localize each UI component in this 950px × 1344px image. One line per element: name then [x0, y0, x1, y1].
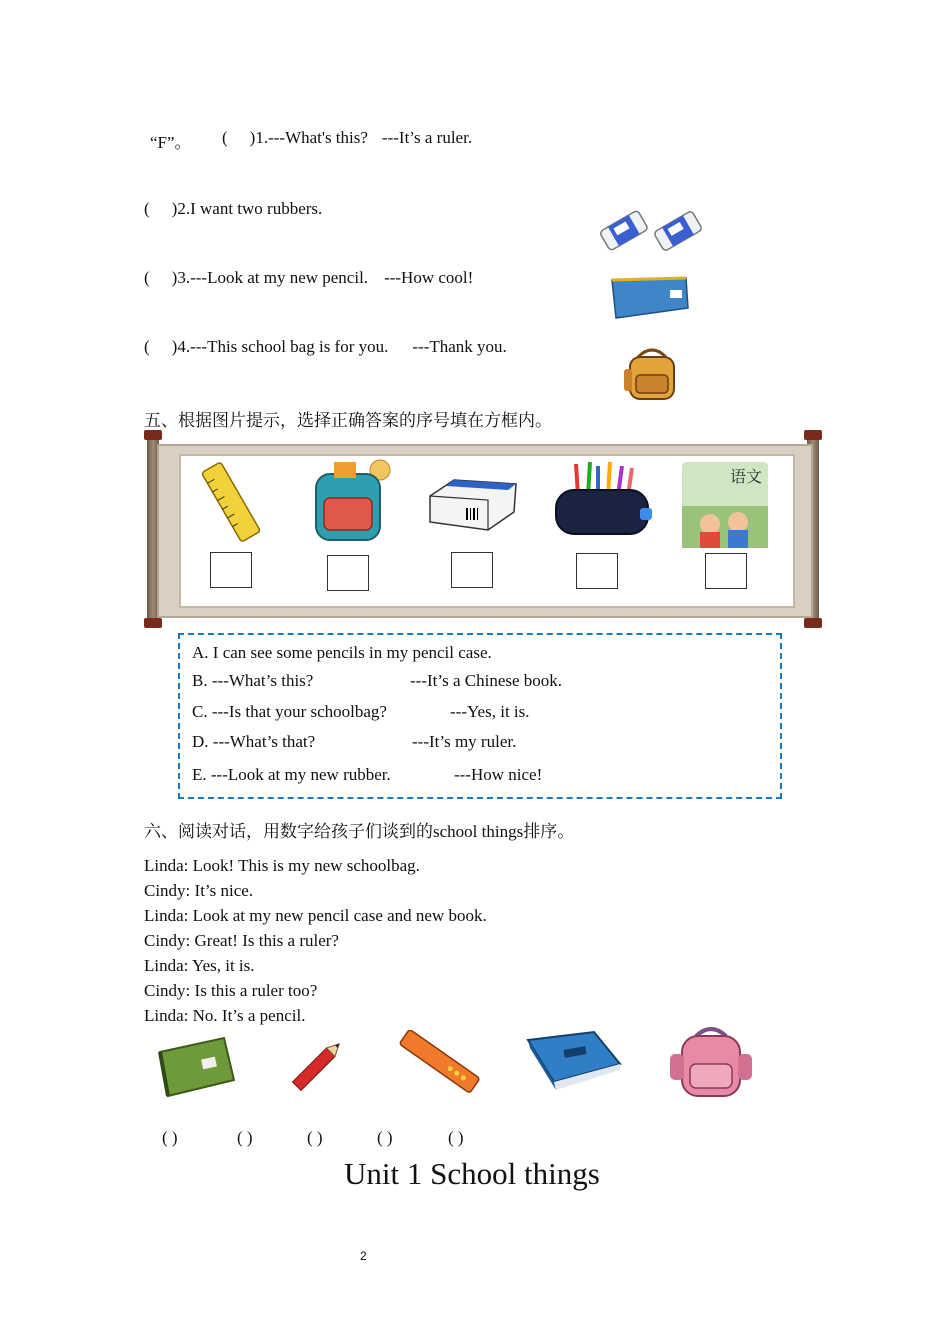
order-blank-1[interactable]: ( )	[162, 1128, 178, 1147]
dialogue-line: Linda: Yes, it is.	[144, 956, 255, 975]
answer-paren[interactable]: (	[144, 337, 150, 356]
part4-item-2	[144, 199, 322, 219]
dialogue-line: Cindy: It’s nice.	[144, 881, 254, 900]
answer-box-3[interactable]	[451, 552, 493, 588]
answer-box-2[interactable]	[327, 555, 369, 591]
book-cover-title: 语文	[729, 467, 763, 486]
answer-box-4[interactable]	[576, 553, 618, 589]
pink-backpack-image	[666, 1024, 756, 1100]
question-text: )1.---What's this?	[249, 128, 368, 147]
dialogue-line: Cindy: Great! Is this a ruler?	[144, 931, 339, 950]
ruler-image	[196, 460, 266, 544]
rubber-image	[426, 476, 520, 534]
part4-item-3	[144, 268, 473, 288]
order-blank-5[interactable]: ( )	[448, 1128, 464, 1147]
order-blank-4[interactable]: ( )	[377, 1128, 393, 1147]
option-e: E. ---Look at my new rubber. ---How nice!	[192, 765, 543, 784]
answer-paren[interactable]: (	[144, 268, 150, 287]
dialogue	[144, 853, 487, 1028]
option-d: D. ---What’s that? ---It’s my ruler.	[192, 732, 517, 751]
answer-box-5[interactable]	[705, 553, 747, 589]
part4-item-4	[144, 337, 507, 357]
option-c: C. ---Is that your schoolbag? ---Yes, it is.	[192, 702, 530, 721]
reply-text: ---How cool!	[384, 268, 474, 287]
two-rubbers-image	[598, 206, 706, 254]
answer-paren[interactable]: (	[144, 199, 150, 218]
part4-lead: “F”。	[150, 133, 192, 152]
schoolbag-image	[620, 343, 684, 403]
dialogue-line: Cindy: Is this a ruler too?	[144, 981, 318, 1000]
question-text: )2.I want two rubbers.	[171, 199, 323, 218]
blue-book-image	[524, 1030, 622, 1092]
part5-heading: 五、根据图片提示，选择正确答案的序号填在方框内。	[144, 411, 552, 430]
red-pencil-image	[286, 1034, 350, 1096]
orange-ruler-image	[394, 1030, 484, 1094]
backpack-image	[306, 458, 394, 544]
answer-box-1[interactable]	[210, 552, 252, 588]
options-box	[178, 633, 782, 799]
reply-text: ---Thank you.	[412, 337, 507, 356]
question-text: )3.---Look at my new pencil.	[171, 268, 369, 287]
order-blank-2[interactable]: ( )	[237, 1128, 253, 1147]
answer-paren[interactable]: (	[222, 128, 228, 147]
option-a: A. I can see some pencils in my pencil case.	[192, 643, 492, 662]
order-blank-3[interactable]: ( )	[307, 1128, 323, 1147]
blue-pencil-case-image	[608, 272, 690, 320]
page-number: 2	[360, 1249, 367, 1263]
reply-text: ---It’s a ruler.	[381, 128, 473, 147]
green-pencil-case-image	[156, 1030, 236, 1102]
pencil-case-with-pencils-image	[552, 460, 654, 540]
chinese-book-image	[682, 462, 768, 548]
question-text: )4.---This school bag is for you.	[171, 337, 389, 356]
dialogue-line: Linda: Look! This is my new schoolbag.	[144, 856, 420, 875]
option-b: B. ---What’s this? ---It’s a Chinese book.	[192, 671, 563, 690]
dialogue-line: Linda: No. It’s a pencil.	[144, 1006, 306, 1025]
part6-heading: 六、阅读对话，用数字给孩子们谈到的school things排序。	[144, 822, 575, 841]
dialogue-line: Linda: Look at my new pencil case and new book.	[144, 906, 487, 925]
unit-title: Unit 1 School things	[344, 1156, 600, 1191]
part4-item-1	[222, 128, 472, 148]
